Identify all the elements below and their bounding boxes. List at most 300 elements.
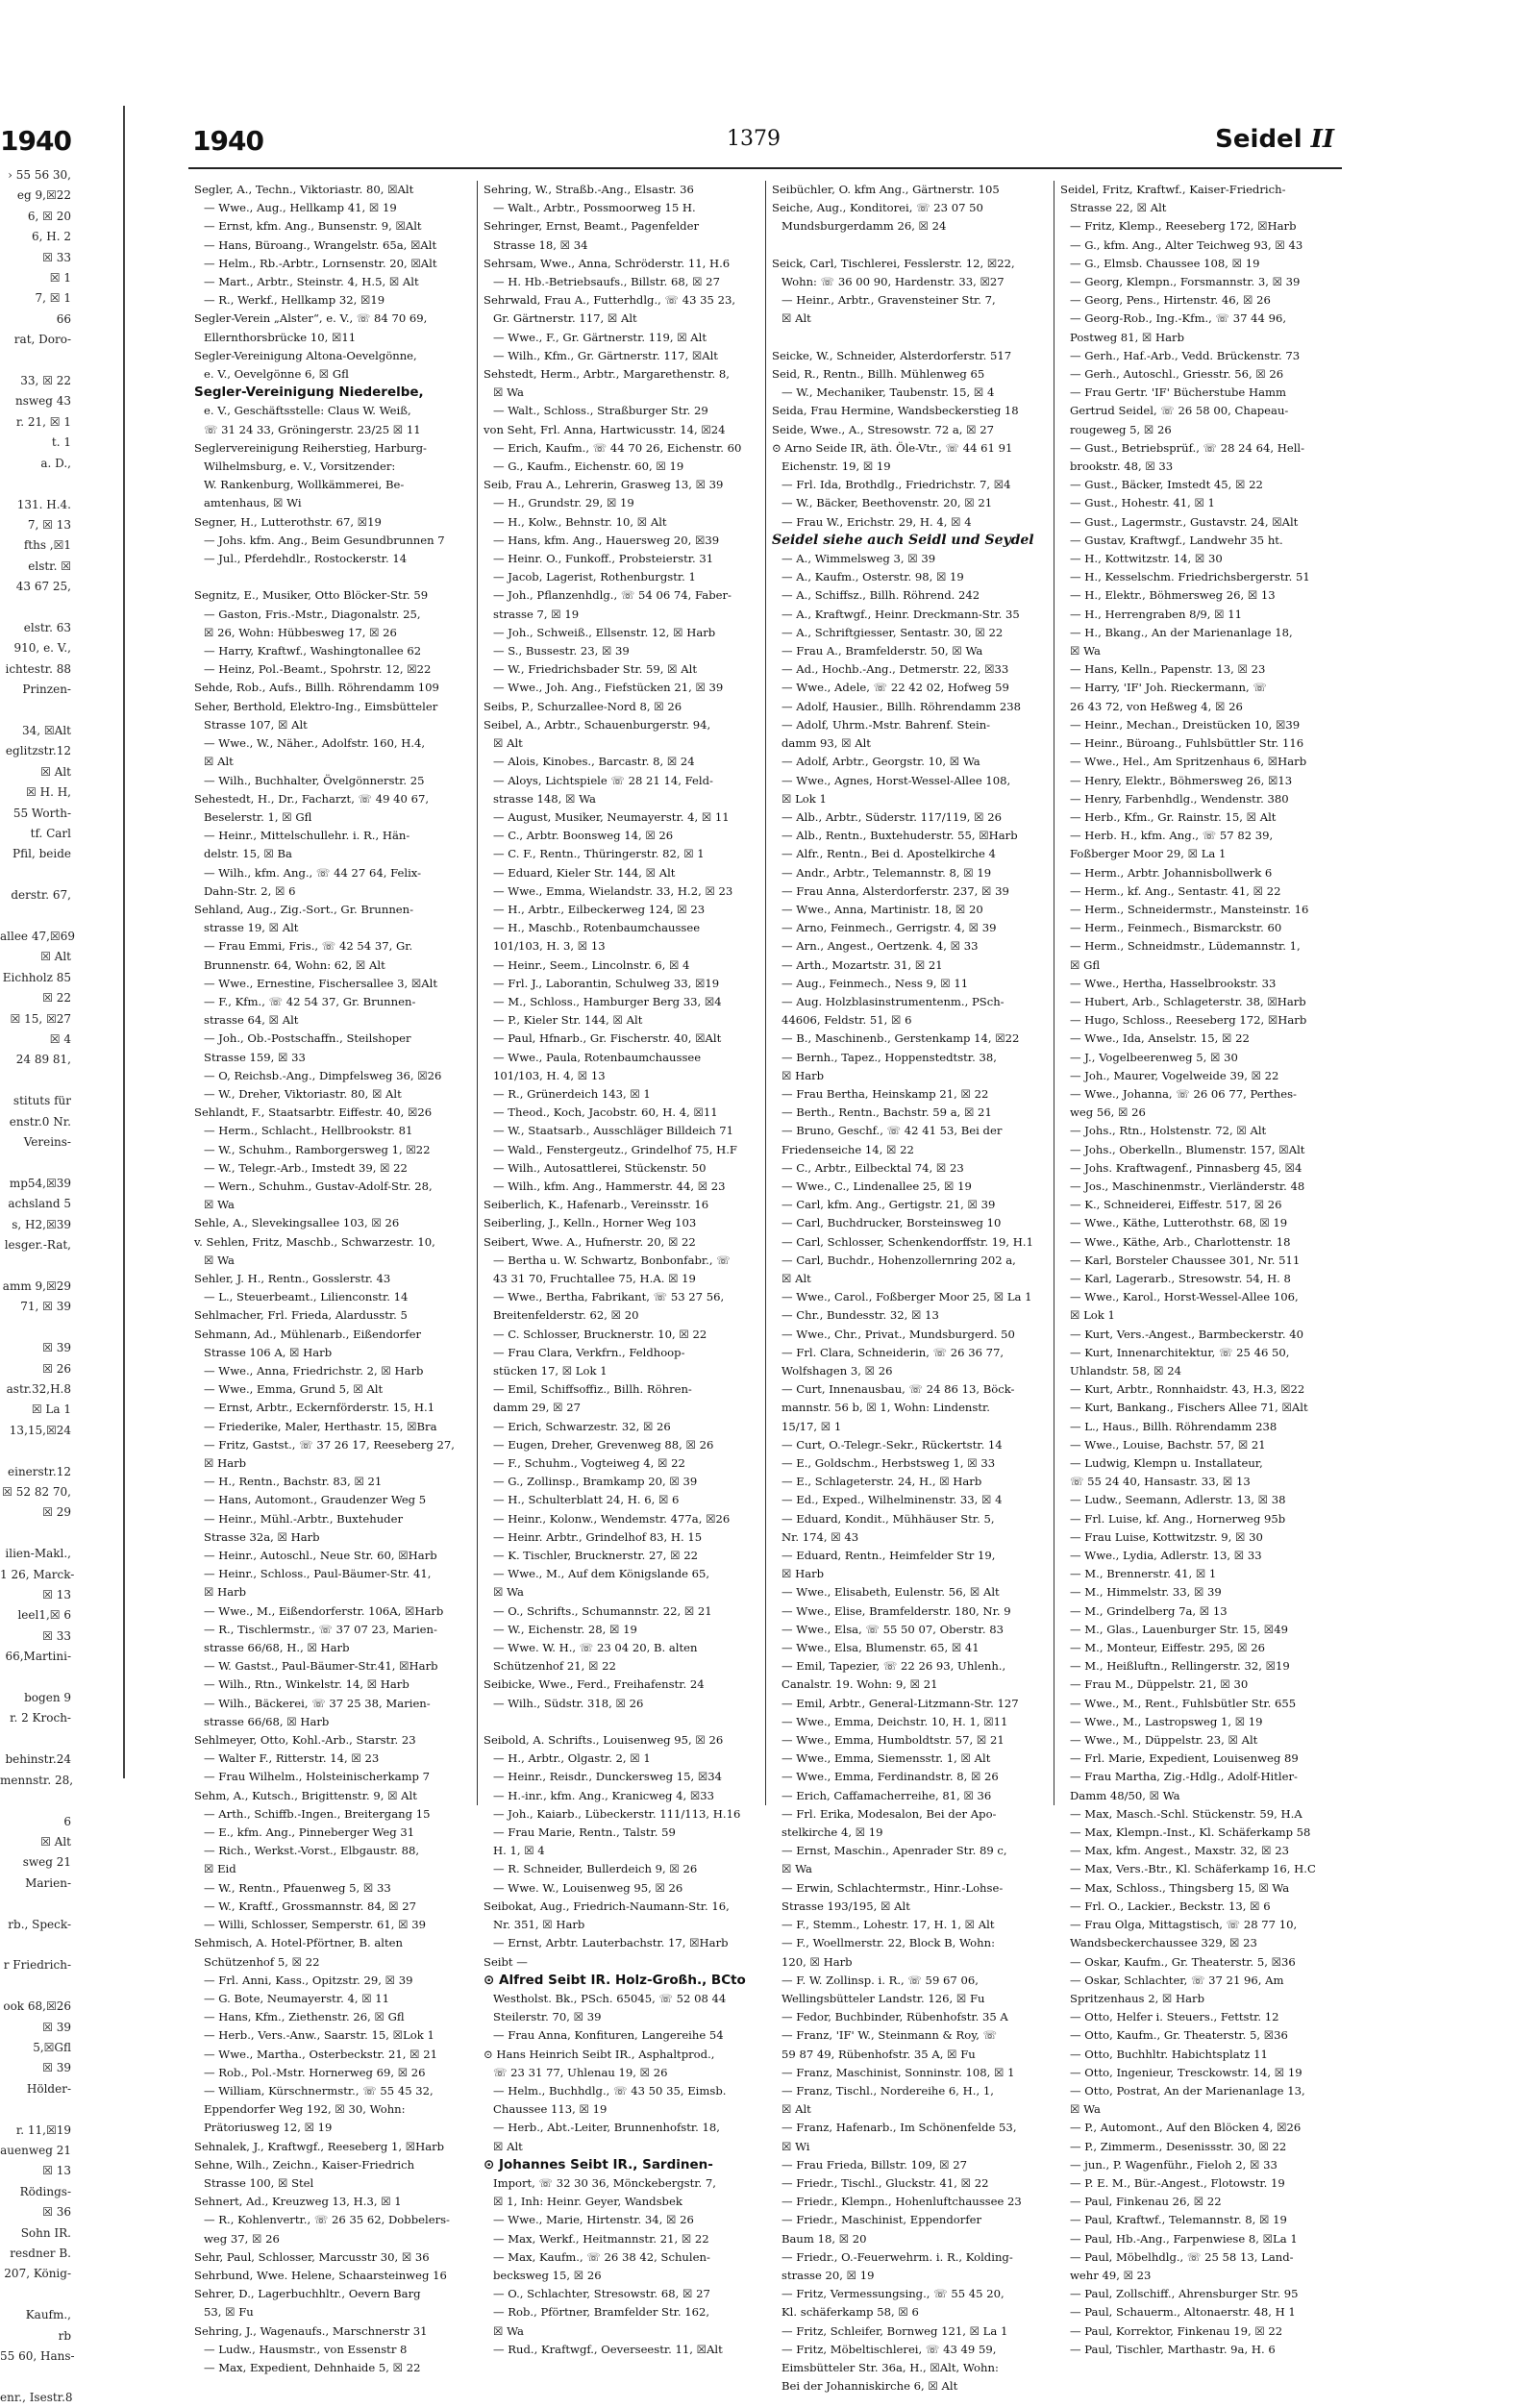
directory-entry: — A., Schriftgiesser, Sentastr. 30, ☒ 22 <box>781 625 1004 639</box>
margin-line: mp54,☒39 <box>9 1176 71 1190</box>
directory-entry: — G., Elmsb. Chaussee 108, ☒ 19 <box>1070 256 1260 270</box>
margin-line <box>0 598 75 618</box>
directory-entry: — Wwe., M., Auf dem Königslande 65, <box>493 1567 710 1581</box>
directory-entry: — Oskar, Schlachter, ☏ 37 21 96, Am <box>1070 1973 1284 1987</box>
directory-entry: 15/17, ☒ 1 <box>781 1419 842 1433</box>
directory-entry: Beselerstr. 1, ☒ Gfl <box>204 809 312 824</box>
directory-entry: Seide, Wwe., A., Stresowstr. 72 a, ☒ 27 <box>772 422 995 436</box>
directory-entry: — O, Reichsb.-Ang., Dimpfelsweg 36, ☒26 <box>204 1068 442 1082</box>
directory-entry: — O., Schrifts., Schumannstr. 22, ☒ 21 <box>493 1603 712 1618</box>
margin-line <box>0 701 75 721</box>
directory-entry: Ellernthorsbrücke 10, ☒11 <box>204 330 357 344</box>
margin-line: Eichholz 85 <box>2 970 71 984</box>
directory-entry: — Carl, Buchdr., Hohenzollernring 202 a, <box>781 1253 1016 1267</box>
directory-entry: — Heinr., Büroang., Fuhlsbüttler Str. 116 <box>1070 736 1304 751</box>
directory-entry: — F. W. Zollinsp. i. R., ☏ 59 67 06, <box>781 1973 979 1987</box>
margin-line: Sohn IR. <box>20 2225 71 2240</box>
directory-entry: rougeweg 5, ☒ 26 <box>1070 422 1172 436</box>
directory-entry: — Harry, 'IF' Joh. Rieckermann, ☏ <box>1070 681 1267 695</box>
directory-entry: — Frl. J., Laborantin, Schulweg 33, ☒19 <box>493 976 720 990</box>
directory-entry: — Kurt, Vers.-Angest., Barmbeckerstr. 40 <box>1070 1327 1303 1341</box>
directory-entry: — Ad., Hochb.-Ang., Detmerstr. 22, ☒33 <box>781 662 1009 677</box>
margin-line: ☒ 39 <box>42 1341 71 1355</box>
directory-entry: Wilhelmsburg, e. V., Vorsitzender: <box>204 459 396 474</box>
directory-entry: — Wwe., Anna, Martinistr. 18, ☒ 20 <box>781 902 983 916</box>
directory-entry: — William, Kürschnermstr., ☏ 55 45 32, <box>204 2083 434 2098</box>
directory-entry: ☒ Wa <box>204 1198 235 1212</box>
directory-entry: — Frau Gertr. 'IF' Bücherstube Hamm <box>1070 385 1286 400</box>
directory-entry: — W., Bäcker, Beethovenstr. 20, ☒ 21 <box>781 496 993 510</box>
directory-entry: — Walt., Schloss., Straßburger Str. 29 <box>493 404 708 418</box>
directory-entry: — H., Kesselschm. Friedrichsbergerstr. 51 <box>1070 570 1310 584</box>
directory-entry: — A., Kaufm., Osterstr. 98, ☒ 19 <box>781 570 964 584</box>
directory-entry: strasse 64, ☒ Alt <box>204 1013 299 1028</box>
directory-entry: — E., kfm. Ang., Pinneberger Weg 31 <box>204 1825 415 1840</box>
directory-entry: Dahn-Str. 2, ☒ 6 <box>204 883 296 898</box>
directory-entry: — Willi, Schlosser, Semperstr. 61, ☒ 39 <box>204 1918 427 1932</box>
directory-entry: — Rob., Pförtner, Bramfelder Str. 162, <box>493 2305 710 2320</box>
margin-text-strip <box>0 165 75 2404</box>
directory-entry: — F., Schuhm., Vogteiweg 4, ☒ 22 <box>493 1456 685 1471</box>
directory-entry: Postweg 81, ☒ Harb <box>1070 330 1184 344</box>
directory-entry: — Wwe., Lydia, Adlerstr. 13, ☒ 33 <box>1070 1549 1262 1563</box>
margin-line: 7, ☒ 13 <box>27 517 71 532</box>
directory-entry: — Wwe., Louise, Bachstr. 57, ☒ 21 <box>1070 1437 1266 1452</box>
directory-entry <box>194 568 471 586</box>
directory-entry: Sehringer, Ernst, Beamt., Pagenfelder <box>484 219 699 234</box>
directory-entry: — Wwe., Emma, Ferdinandstr. 8, ☒ 26 <box>781 1770 999 1784</box>
directory-entry: — Friedr., Maschinist, Eppendorfer <box>781 2213 982 2227</box>
directory-entry: — Jacob, Lagerist, Rothenburgstr. 1 <box>493 570 696 584</box>
directory-entry: strasse 7, ☒ 19 <box>493 607 580 621</box>
margin-line <box>0 1071 75 1091</box>
directory-entry: Wolfshagen 3, ☒ 26 <box>781 1364 893 1378</box>
column-2 <box>477 181 765 2356</box>
directory-entry: — R. Schneider, Bullerdeich 9, ☒ 26 <box>493 1862 698 1876</box>
directory-entry: — Henry, Elektr., Böhmersweg 26, ☒13 <box>1070 773 1293 787</box>
directory-entry: — Frl. Ida, Brothdlg., Friedrichstr. 7, ☒4 <box>781 478 1011 492</box>
directory-entry: — Gaston, Fris.-Mstr., Diagonalstr. 25, <box>204 607 421 621</box>
directory-entry: Strasse 159, ☒ 33 <box>204 1050 306 1064</box>
directory-entry: ☒ Lok 1 <box>1070 1308 1115 1323</box>
directory-entry: — Frau Luise, Kottwitzstr. 9, ☒ 30 <box>1070 1529 1263 1544</box>
margin-line: eg 9,☒22 <box>16 188 71 203</box>
directory-entry: brookstr. 48, ☒ 33 <box>1070 459 1174 474</box>
margin-line: 13,15,☒24 <box>9 1423 71 1437</box>
directory-entry: — Bernh., Tapez., Hoppenstedtstr. 38, <box>781 1050 997 1064</box>
directory-entry: — Erich, Caffamacherreihe, 81, ☒ 36 <box>781 1788 992 1802</box>
directory-entry: Strasse 32a, ☒ Harb <box>204 1529 320 1544</box>
directory-entry: — W., Mechaniker, Taubenstr. 15, ☒ 4 <box>781 385 995 400</box>
directory-entry: — Carl, kfm. Ang., Gertigstr. 21, ☒ 39 <box>781 1198 996 1212</box>
directory-entry: — Herb. H., kfm. Ang., ☏ 57 82 39, <box>1070 829 1274 843</box>
directory-entry: ⊙ Arno Seide IR, äth. Öle-Vtr., ☏ 44 61 91 <box>772 440 1013 455</box>
directory-entry: — Wilh., Kfm., Gr. Gärtnerstr. 117, ☒Alt <box>493 348 718 362</box>
directory-entry: Sehnalek, J., Kraftwgf., Reeseberg 1, ☒Harb <box>194 2139 445 2153</box>
directory-entry: Spritzenhaus 2, ☒ Harb <box>1070 1991 1205 2005</box>
directory-entry: — Gust., Lagermstr., Gustavstr. 24, ☒Alt <box>1070 514 1299 529</box>
directory-entry: — Wilh., kfm. Ang., ☏ 44 27 64, Felix- <box>204 865 422 880</box>
directory-entry: Foßberger Moor 29, ☒ La 1 <box>1070 847 1227 861</box>
directory-entry: — Wwe., M., Düppelstr. 23, ☒ Alt <box>1070 1733 1258 1748</box>
margin-line: ☒ 1 <box>49 271 71 285</box>
directory-entry: — Curt, O.-Telegr.-Sekr., Rückertstr. 14 <box>781 1437 1003 1452</box>
directory-entry: — G., Kaufm., Eichenstr. 60, ☒ 19 <box>493 459 684 474</box>
directory-entry: Sehmann, Ad., Mühlenarb., Eißendorfer <box>194 1327 421 1341</box>
directory-entry: Strasse 18, ☒ 34 <box>493 237 588 252</box>
margin-line: tf. Carl <box>30 827 71 840</box>
directory-entry: — R., Werkf., Hellkamp 32, ☒19 <box>204 293 385 308</box>
directory-entry: — Otto, Ingenieur, Tresckowstr. 14, ☒ 19 <box>1070 2065 1302 2079</box>
directory-entry: strasse 20, ☒ 19 <box>781 2268 875 2282</box>
directory-entry: — Herb., Kfm., Gr. Rainstr. 15, ☒ Alt <box>1070 809 1277 824</box>
directory-entry: — Wwe., F., Gr. Gärtnerstr. 119, ☒ Alt <box>493 330 707 344</box>
directory-entry: — Hans, Büroang., Wrangelstr. 65a, ☒Alt <box>204 237 437 252</box>
directory-entry: Seiberling, J., Kelln., Horner Weg 103 <box>484 1216 697 1230</box>
margin-line: a. D., <box>40 456 71 470</box>
directory-entry: — Alfr., Rentn., Bei d. Apostelkirche 4 <box>781 847 996 861</box>
directory-entry: Sehrer, D., Lagerbuchhltr., Oevern Barg <box>194 2287 421 2301</box>
directory-entry: becksweg 15, ☒ 26 <box>493 2268 602 2282</box>
directory-entry: — Frl. Marie, Expedient, Louisenweg 89 <box>1070 1751 1299 1766</box>
margin-line: leel1,☒ 6 <box>17 1608 71 1623</box>
directory-entry: strasse 66/68, H., ☒ Harb <box>204 1641 350 1655</box>
margin-line <box>0 351 75 371</box>
directory-entry: — Joh., Kaiarb., Lübeckerstr. 111/113, H.16 <box>493 1806 741 1821</box>
directory-entry: — K. Tischler, Brucknerstr. 27, ☒ 22 <box>493 1549 698 1563</box>
directory-entry: — Friedr., Tischl., Gluckstr. 41, ☒ 22 <box>781 2175 989 2190</box>
directory-entry: — Ludw., Hausmstr., von Essenstr 8 <box>204 2342 408 2356</box>
directory-entry: — Jos., Maschinenmstr., Vierländerstr. 48 <box>1070 1179 1305 1193</box>
directory-entry: ☒ Wa <box>204 1253 235 1267</box>
directory-entry: — Max, Klempn.-Inst., Kl. Schäferkamp 58 <box>1070 1825 1311 1840</box>
directory-entry: — Walt., Arbtr., Possmoorweg 15 H. <box>493 201 696 215</box>
directory-entry: — H., Herrengraben 8/9, ☒ 11 <box>1070 607 1243 621</box>
directory-entry: — Emil, Arbtr., General-Litzmann-Str. 127 <box>781 1696 1019 1710</box>
margin-line: elstr. 63 <box>23 620 71 634</box>
directory-entry: — Walter F., Ritterstr. 14, ☒ 23 <box>204 1751 380 1766</box>
directory-entry: — Franz, 'IF' W., Steinmann & Roy, ☏ <box>781 2028 998 2043</box>
directory-entry: — Helm., Buchhdlg., ☏ 43 50 35, Eimsb. <box>493 2083 727 2098</box>
directory-entry: Canalstr. 19. Wohn: 9, ☒ 21 <box>781 1677 938 1692</box>
margin-line: r. 2 Kroch- <box>10 1711 71 1725</box>
margin-line: eglitzstr.12 <box>5 744 71 758</box>
directory-entry: — H., Bkang., An der Marienanlage 18, <box>1070 625 1293 639</box>
directory-entry: ☒ 26, Wohn: Hübbesweg 17, ☒ 26 <box>204 625 397 639</box>
directory-entry: — G. Bote, Neumayerstr. 4, ☒ 11 <box>204 1991 390 2005</box>
margin-line: ☒ 26 <box>42 1361 71 1376</box>
directory-entry: — Joh., Schweiß., Ellsenstr. 12, ☒ Harb <box>493 625 716 639</box>
directory-entry: — Wwe., M., Eißendorferstr. 106A, ☒Harb <box>204 1603 444 1618</box>
directory-entry: — Fritz, Klemp., Reeseberg 172, ☒Harb <box>1070 219 1297 234</box>
directory-entry: Seiberlich, K., Hafenarb., Vereinsstr. 16 <box>484 1198 709 1212</box>
margin-line: 24 89 81, <box>15 1053 71 1067</box>
directory-entry: Segler-Verein „Alster“, e. V., ☏ 84 70 69, <box>194 311 428 326</box>
directory-entry: — Fedor, Buchbinder, Rübenhofstr. 35 A <box>781 2010 1008 2024</box>
directory-entry: ☒ Harb <box>781 1567 825 1581</box>
margin-line <box>0 865 75 885</box>
margin-line: 66,Martini- <box>5 1650 71 1664</box>
directory-entry: Sehr, Paul, Schlosser, Marcusstr 30, ☒ 36 <box>194 2249 430 2264</box>
directory-entry: Strasse 107, ☒ Alt <box>204 717 308 732</box>
directory-entry: — C., Arbtr., Eilbecktal 74, ☒ 23 <box>781 1160 964 1175</box>
directory-entry: — Wwe., Aug., Hellkamp 41, ☒ 19 <box>204 201 397 215</box>
directory-entry: — Wwe., W., Näher., Adolfstr. 160, H.4, <box>204 736 426 751</box>
margin-line: 55 60, Hans- <box>0 2349 75 2364</box>
directory-entry: — Aug., Feinmech., Ness 9, ☒ 11 <box>781 976 969 990</box>
directory-entry: — Gust., Betriebsprüf., ☏ 28 24 64, Hell- <box>1070 440 1305 455</box>
margin-line: 6 <box>63 1814 71 1828</box>
margin-line: auenweg 21 <box>0 2144 71 2157</box>
directory-entry: — L., Steuerbeamt., Lilienconstr. 14 <box>204 1290 409 1304</box>
directory-entry: — Wilh., kfm. Ang., Hammerstr. 44, ☒ 23 <box>493 1179 726 1193</box>
directory-entry: — M., Schloss., Hamburger Berg 33, ☒4 <box>493 994 722 1008</box>
directory-entry: — M., Brennerstr. 41, ☒ 1 <box>1070 1567 1217 1581</box>
directory-entry: — M., Monteur, Eiffestr. 295, ☒ 26 <box>1070 1641 1265 1655</box>
directory-entry: — W., Rentn., Pfauenweg 5, ☒ 33 <box>204 1880 391 1895</box>
directory-entry: — Harry, Kraftwf., Washingtonallee 62 <box>204 644 422 658</box>
margin-line: achsland 5 <box>8 1197 71 1211</box>
directory-entry: — Helm., Rb.-Arbtr., Lornsenstr. 20, ☒Alt <box>204 256 437 270</box>
directory-entry: — Franz, Maschinist, Sonninstr. 108, ☒ 1 <box>781 2065 1015 2079</box>
directory-entry: — L., Haus., Billh. Röhrendamm 238 <box>1070 1419 1278 1433</box>
margin-line: Rödings- <box>19 2184 71 2198</box>
directory-entry: — Otto, Postrat, An der Marienanlage 13, <box>1070 2083 1305 2098</box>
directory-entry: — Gust., Bäcker, Imstedt 45, ☒ 22 <box>1070 478 1263 492</box>
directory-entry: — Carl, Buchdrucker, Borsteinsweg 10 <box>781 1216 1002 1230</box>
directory-entry: — Alois, Kinobes., Barcastr. 8, ☒ 24 <box>493 755 695 769</box>
directory-entry: — Wwe., Käthe, Arb., Charlottenstr. 18 <box>1070 1234 1291 1249</box>
directory-entry: — H., Rentn., Bachstr. 83, ☒ 21 <box>204 1475 383 1489</box>
directory-entry: — Arth., Mozartstr. 31, ☒ 21 <box>781 957 943 972</box>
directory-entry: — Herm., Schneidmstr., Lüdemannstr. 1, <box>1070 939 1301 954</box>
directory-entry: Westholst. Bk., PSch. 65045, ☏ 52 08 44 <box>493 1991 727 2005</box>
directory-entry: — Heinr., Mittelschullehr. i. R., Hän- <box>204 829 410 843</box>
directory-entry: — Wilh., Buchhalter, Övelgönnerstr. 25 <box>204 773 425 787</box>
directory-entry: Sehlmacher, Frl. Frieda, Alardusstr. 5 <box>194 1308 408 1323</box>
directory-entry: — W., Telegr.-Arb., Imstedt 39, ☒ 22 <box>204 1160 408 1175</box>
margin-line: 34, ☒Alt <box>22 723 71 737</box>
directory-entry: — H.-inr., kfm. Ang., Kranicweg 4, ☒33 <box>493 1788 715 1802</box>
directory-entry: — E., Goldschm., Herbstsweg 1, ☒ 33 <box>781 1456 996 1471</box>
directory-entry: — Paul, Hb.-Ang., Farpenwiese 8, ☒La 1 <box>1070 2231 1298 2246</box>
directory-entry: — Wwe., Adele, ☏ 22 42 02, Hofweg 59 <box>781 681 1009 695</box>
directory-entry: — Paul, Korrektor, Finkenau 19, ☒ 22 <box>1070 2323 1283 2338</box>
margin-line: Vereins- <box>23 1135 71 1150</box>
directory-entry: — jun., P. Wagenführ., Fieloh 2, ☒ 33 <box>1070 2157 1278 2172</box>
directory-entry: — G., Zollinsp., Bramkamp 20, ☒ 39 <box>493 1475 698 1489</box>
directory-entry: — A., Schiffsz., Billh. Röhrend. 242 <box>781 588 980 603</box>
directory-entry: — C. F., Rentn., Thüringerstr. 82, ☒ 1 <box>493 847 705 861</box>
directory-entry: — H. Hb.-Betriebsaufs., Billstr. 68, ☒ 27 <box>493 275 720 289</box>
directory-entry: Seibel, A., Arbtr., Schauenburgerstr. 94, <box>484 717 711 732</box>
directory-entry: — Gerh., Haf.-Arb., Vedd. Brückenstr. 73 <box>1070 348 1301 362</box>
margin-line <box>0 1976 75 1997</box>
margin-line: behinstr.24 <box>5 1752 71 1767</box>
directory-entry: — W., Eichenstr. 28, ☒ 19 <box>493 1622 637 1636</box>
directory-entry: — Heinr., Reisdr., Dunckersweg 15, ☒34 <box>493 1770 723 1784</box>
margin-line: ☒ 4 <box>49 1032 71 1047</box>
margin-line: 5,☒Gfl <box>33 2040 71 2054</box>
margin-line: s, H2,☒39 <box>12 1217 71 1231</box>
directory-entry: — R., Kohlenvertr., ☏ 26 35 62, Dobbelers- <box>204 2213 450 2227</box>
directory-entry: Strasse 100, ☒ Stel <box>204 2175 314 2190</box>
margin-line <box>0 2285 75 2305</box>
directory-entry: ☒ Gfl <box>1070 957 1101 972</box>
directory-entry: — Georg, Klempn., Forsmannstr. 3, ☒ 39 <box>1070 275 1301 289</box>
directory-entry: 43 31 70, Fruchtallee 75, H.A. ☒ 19 <box>493 1271 696 1285</box>
directory-entry: 26 43 72, von Heßweg 4, ☒ 26 <box>1070 699 1243 713</box>
directory-entry: Segler-Vereinigung Altona-Oevelgönne, <box>194 348 417 362</box>
directory-entry: — Frl. Anni, Kass., Opitzstr. 29, ☒ 39 <box>204 1973 413 1987</box>
margin-line: ☒ 22 <box>42 991 71 1005</box>
directory-entry: Mundsburgerdamm 26, ☒ 24 <box>781 219 947 234</box>
directory-entry: Eichenstr. 19, ☒ 19 <box>781 459 891 474</box>
directory-entry: — Hans, Automont., Graudenzer Weg 5 <box>204 1493 427 1507</box>
directory-entry: Seglervereinigung Reiherstieg, Harburg- <box>194 440 427 455</box>
directory-entry: — Friedr., Klempn., Hohenluftchaussee 23 <box>781 2195 1022 2209</box>
directory-entry: — Heinr. Arbtr., Grindelhof 83, H. 15 <box>493 1529 703 1544</box>
directory-entry <box>772 329 1048 347</box>
directory-entry: Sehde, Rob., Aufs., Billh. Röhrendamm 109 <box>194 681 439 695</box>
directory-entry: — Wwe., Marie, Hirtenstr. 34, ☒ 26 <box>493 2213 694 2227</box>
directory-entry: — M., Himmelstr. 33, ☒ 39 <box>1070 1585 1222 1600</box>
directory-entry: ☒ Harb <box>781 1068 825 1082</box>
directory-entry: — A., Kraftwgf., Heinr. Dreckmann-Str. 35 <box>781 607 1020 621</box>
directory-entry: — Wwe., Käthe, Lutterothstr. 68, ☒ 19 <box>1070 1216 1288 1230</box>
directory-entry: — Frau Frieda, Billstr. 109, ☒ 27 <box>781 2157 968 2172</box>
directory-entry: — Emil, Schiffsoffiz., Billh. Röhren- <box>493 1382 692 1397</box>
margin-line: ilien-Makl., <box>5 1547 71 1561</box>
directory-entry: — G., kfm. Ang., Alter Teichweg 93, ☒ 43 <box>1070 237 1303 252</box>
margin-line: t. 1 <box>51 435 71 450</box>
directory-entry: — Fritz, Vermessungsing., ☏ 55 45 20, <box>781 2287 1005 2301</box>
directory-entry: Segnitz, E., Musiker, Otto Blöcker-Str. 59 <box>194 588 429 603</box>
directory-entry: — Johs. Kraftwagenf., Pinnasberg 45, ☒4 <box>1070 1160 1302 1175</box>
margin-line: ☒ 13 <box>42 1588 71 1602</box>
directory-entry: — Herb., Vers.-Anw., Saarstr. 15, ☒Lok 1 <box>204 2028 434 2043</box>
directory-entry: — Frau W., Erichstr. 29, H. 4, ☒ 4 <box>781 514 972 529</box>
margin-line: Hölder- <box>26 2081 71 2096</box>
header-roman: II <box>1310 125 1334 154</box>
directory-entry: — Herm., Feinmech., Bismarckstr. 60 <box>1070 921 1282 935</box>
directory-entry: — Eduard, Kondit., Mühhäuser Str. 5, <box>781 1511 995 1526</box>
directory-entry: — Herm., Schlacht., Hellbrookstr. 81 <box>204 1124 413 1138</box>
margin-line <box>0 1256 75 1277</box>
directory-entry: Breitenfelderstr. 62, ☒ 20 <box>493 1308 639 1323</box>
margin-line <box>0 1729 75 1750</box>
directory-entry: — Wwe., Karol., Horst-Wessel-Allee 106, <box>1070 1290 1299 1304</box>
directory-entry: — H., Arbtr., Eilbeckerweg 124, ☒ 23 <box>493 902 706 916</box>
directory-entry: Seibicke, Wwe., Ferd., Freihafenstr. 24 <box>484 1677 705 1692</box>
directory-entry: Strasse 106 A, ☒ Harb <box>204 1345 333 1359</box>
directory-entry: Seib, Frau A., Lehrerin, Grasweg 13, ☒ 39 <box>484 478 724 492</box>
directory-entry: — Ernst, Maschin., Apenrader Str. 89 c, <box>781 1844 1007 1858</box>
directory-entry: — Fritz, Möbeltischlerei, ☏ 43 49 59, <box>781 2342 997 2356</box>
directory-entry: — Max, Schloss., Thingsberg 15, ☒ Wa <box>1070 1880 1290 1895</box>
directory-entry: 59 87 49, Rübenhofstr. 35 A, ☒ Fu <box>781 2047 976 2061</box>
directory-entry: — August, Musiker, Neumayerstr. 4, ☒ 11 <box>493 809 730 824</box>
directory-entry: — M., Glas., Lauenburger Str. 15, ☒49 <box>1070 1622 1288 1636</box>
directory-entry: Seibt — <box>484 1954 528 1969</box>
directory-entry: ⊙ Alfred Seibt IR. Holz-Großh., BCto <box>484 1972 746 1988</box>
margin-line: 6, ☒ 20 <box>27 209 71 223</box>
directory-entry: — Wwe., Johanna, ☏ 26 06 77, Perthes- <box>1070 1086 1297 1101</box>
directory-entry: H. 1, ☒ 4 <box>493 1844 545 1858</box>
directory-entry: ☒ Wa <box>1070 2102 1101 2117</box>
directory-entry: — Eduard, Rentn., Heimfelder Str 19, <box>781 1549 996 1563</box>
directory-entry: — Wwe., Emma, Wielandstr. 33, H.2, ☒ 23 <box>493 883 733 898</box>
directory-entry: — Georg-Rob., Ing.-Kfm., ☏ 37 44 96, <box>1070 311 1287 326</box>
directory-entry: Schützenhof 5, ☒ 22 <box>204 1954 320 1969</box>
entry-columns <box>188 181 1342 2394</box>
directory-entry: ⊙ Johannes Seibt IR., Sardinen- <box>484 2156 713 2172</box>
directory-entry: — Wwe., Elise, Bramfelderstr. 180, Nr. 9 <box>781 1603 1011 1618</box>
directory-entry: — Kurt, Arbtr., Ronnhaidstr. 43, H.3, ☒22 <box>1070 1382 1305 1397</box>
directory-entry: Sehrsam, Wwe., Anna, Schröderstr. 11, H.6 <box>484 256 731 270</box>
directory-entry: Strasse 22, ☒ Alt <box>1070 201 1167 215</box>
margin-line: ☒ 36 <box>42 2205 71 2220</box>
directory-entry: — J., Vogelbeerenweg 5, ☒ 30 <box>1070 1050 1238 1064</box>
directory-entry: — Frau Martha, Zig.-Hdlg., Adolf-Hitler- <box>1070 1770 1298 1784</box>
margin-line: 7, ☒ 1 <box>35 291 71 306</box>
directory-entry: — Theod., Koch, Jacobstr. 60, H. 4, ☒11 <box>493 1105 718 1120</box>
margin-line <box>0 2099 75 2120</box>
directory-entry: Sehstedt, Herm., Arbtr., Margarethenstr. 8, <box>484 367 730 382</box>
margin-line: Kaufm., <box>25 2308 71 2322</box>
margin-line: ichtestr. 88 <box>5 661 71 676</box>
directory-entry: — Wwe., Hel., Am Spritzenhaus 6, ☒Harb <box>1070 755 1307 769</box>
directory-entry: Sehlandt, F., Staatsarbtr. Eiffestr. 40, ☒26 <box>194 1105 433 1120</box>
margin-line: rat, Doro- <box>13 333 71 347</box>
margin-line: amm 9,☒29 <box>2 1278 71 1293</box>
margin-line: sweg 21 <box>22 1855 71 1870</box>
directory-entry: — Frl. O., Lackier., Beckstr. 13, ☒ 6 <box>1070 1899 1271 1913</box>
directory-entry: — Wwe., Joh. Ang., Fiefstücken 21, ☒ 39 <box>493 681 724 695</box>
directory-entry: Sehmisch, A. Hotel-Pförtner, B. alten <box>194 1936 403 1950</box>
directory-entry <box>772 236 1048 255</box>
directory-entry: strasse 148, ☒ Wa <box>493 791 596 806</box>
directory-entry: — W., Staatsarb., Ausschläger Billdeich 71 <box>493 1124 734 1138</box>
margin-line: 207, König- <box>4 2267 71 2281</box>
directory-entry: — Hugo, Schloss., Reeseberg 172, ☒Harb <box>1070 1013 1307 1028</box>
directory-entry: Seibs, P., Schurzallee-Nord 8, ☒ 26 <box>484 699 682 713</box>
margin-line: 71, ☒ 39 <box>20 1300 71 1314</box>
directory-entry: Schützenhof 21, ☒ 22 <box>493 1659 616 1674</box>
directory-entry: Segler, A., Techn., Viktoriastr. 80, ☒Alt <box>194 183 414 196</box>
directory-entry: — F., Stemm., Lohestr. 17, H. 1, ☒ Alt <box>781 1918 995 1932</box>
directory-entry: — Carl, Schlosser, Schenkendorffstr. 19, H.1 <box>781 1234 1033 1249</box>
directory-entry: Seick, Carl, Tischlerei, Fesslerstr. 12, ☒22, <box>772 256 1015 270</box>
margin-line: ☒ H. H, <box>26 785 71 800</box>
directory-entry: — Paul, Schauerm., Altonaerstr. 48, H 1 <box>1070 2305 1296 2320</box>
margin-line: rb <box>58 2328 71 2343</box>
directory-entry: Nr. 174, ☒ 43 <box>781 1529 859 1544</box>
directory-entry: — Wwe., Hertha, Hasselbrookstr. 33 <box>1070 976 1277 990</box>
directory-entry: — Adolf, Hausier., Billh. Röhrendamm 238 <box>781 699 1022 713</box>
margin-line: ☒ 29 <box>42 1505 71 1520</box>
directory-entry: — H., Arbtr., Olgastr. 2, ☒ 1 <box>493 1751 651 1766</box>
directory-entry: Bei der Johanniskirche 6, ☒ Alt <box>781 2379 958 2394</box>
directory-entry: — Ed., Exped., Wilhelminenstr. 33, ☒ 4 <box>781 1493 1003 1507</box>
directory-entry: — Max, Vers.-Btr., Kl. Schäferkamp 16, H.C <box>1070 1862 1316 1876</box>
directory-entry: — Wwe., Elsa, Blumenstr. 65, ☒ 41 <box>781 1641 980 1655</box>
directory-entry: — Erich, Schwarzestr. 32, ☒ 26 <box>493 1419 671 1433</box>
directory-entry: — Wwe., Paula, Rotenbaumchaussee <box>493 1050 702 1064</box>
directory-entry: — Johs., Rtn., Holstenstr. 72, ☒ Alt <box>1070 1124 1267 1138</box>
directory-entry: Seidel siehe auch Seidl und Seydel <box>772 532 1034 548</box>
directory-entry: Nr. 351, ☒ Harb <box>493 1918 585 1932</box>
